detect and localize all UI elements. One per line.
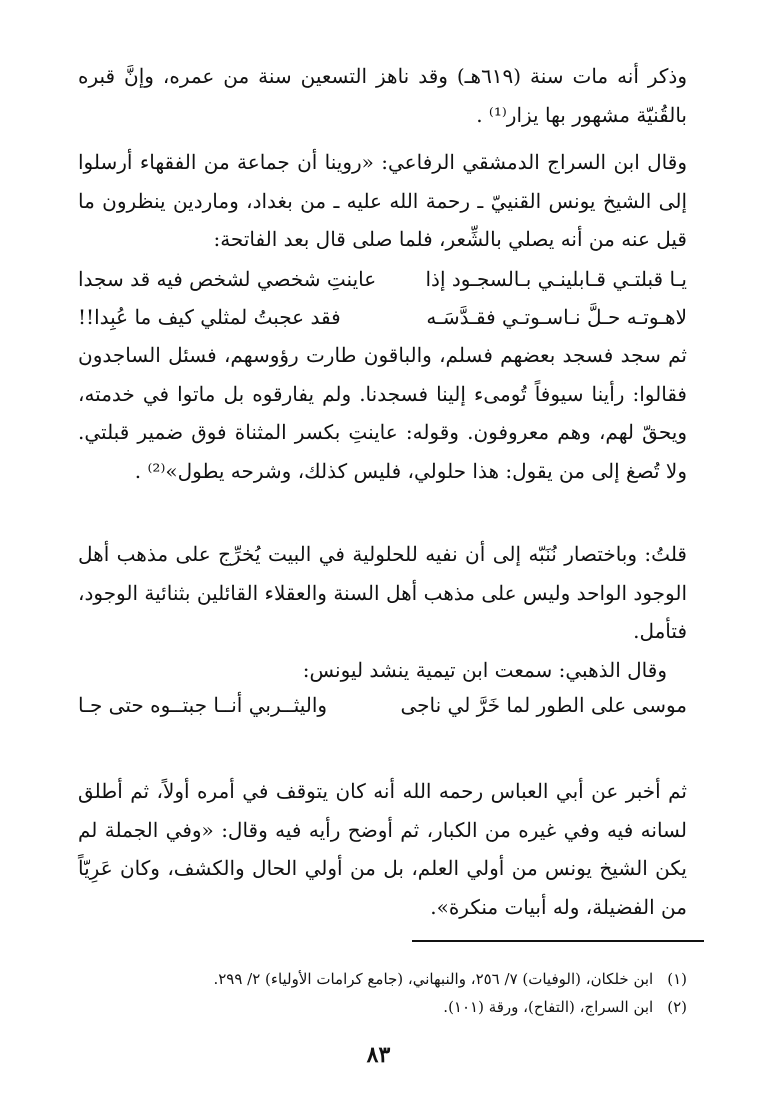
paragraph: ثم أخبر عن أبي العباس رحمه الله أنه كان يتوقف في أمره أولاً، ثم أطلق لسانه فيه وفي غيره من الكبار، ثم أوضح رأيه فيه وقال: «وفي الجملة لم يكن الشيخ يونس من أولي العلم، بل من أولي الحال والكشف، وكان عَرِيّاً من الفضيلة، وله أبيات منكرة». [78, 779, 687, 919]
footnote [120, 968, 687, 990]
verse-block [78, 260, 687, 336]
verse-line [78, 686, 687, 724]
footnote-number: (٢) [667, 998, 687, 1016]
paragraph: وقال الذهبي: سمعت ابن تيمية ينشد ليونس: [302, 657, 667, 682]
footnote-divider [412, 940, 704, 942]
verse-hemistich: يـا قبلتـي قـابلينـي بـالسجـود إذا [425, 267, 687, 291]
paragraph: ثم سجد فسجد بعضهم فسلم، والباقون طارت رؤوسهم، فسئل الساجدون فقالوا: رأينا سيوفاً تُومىء إلينا فسجدنا. ولم يفارقوه بل ماتوا في خدمته، ويحقّ لهم، وهم معروفون. وقوله: عاينتِ بكسر المثناة فوق ضمير قبلتي. ولا تُصغ إلى من يقول: هذا حلولي، فليس كذلك، وشرحه يطول»⁽²⁾ . [78, 343, 687, 483]
page-number: ٨٣ [366, 1042, 391, 1068]
verse-line [78, 298, 687, 336]
verse-hemistich: فقد عجبتُ لمثلي كيف ما عُبِدا!! [78, 305, 341, 329]
footnote [120, 996, 687, 1018]
verse-hemistich: موسى على الطور لما خَرَّ لي ناجى [400, 693, 687, 717]
footnote-text: ابن السراج، (التفاح)، ورقة (١٠١). [443, 998, 654, 1016]
verse-line [78, 260, 687, 298]
paragraph: وقال ابن السراج الدمشقي الرفاعي: «روينا أن جماعة من الفقهاء أرسلوا إلى الشيخ يونس القنييّ ـ رحمة الله عليه ـ من بغداد، وماردين ينظرون ما قيل عنه من أنه يصلي بالشِّعر، فلما صلى قال بعد الفاتحة: [78, 150, 687, 251]
verse-hemistich: عاينتِ شخصي لشخص فيه قد سجدا [78, 267, 377, 291]
footnote-text: ابن خلكان، (الوفيات) ٧/ ٢٥٦، والنبهاني، (جامع كرامات الأولياء) ٢/ ٢٩٩. [213, 970, 654, 988]
footnote-number: (١) [667, 970, 687, 988]
paragraph: وذكر أنه مات سنة (٦١٩هـ) وقد ناهز التسعين سنة من عمره، وإنَّ قبره بالقُنيّة مشهور بها يزار⁽¹⁾ . [78, 64, 687, 127]
paragraph: قلتُ: وباختصار نُنَبّه إلى أن نفيه للحلولية في البيت يُخرِّج على مذهب أهل الوجود الواحد وليس على مذهب أهل السنة والعقلاء القائلين بثنائية الوجود، فتأمل. [78, 542, 687, 643]
verse-hemistich: لاهـوتـه حـلَّ نـاسـوتـي فقـدَّسَـه [426, 305, 687, 329]
verse-block [78, 686, 687, 724]
verse-hemistich: واليثــربي أنــا جبتــوه حتى جـا [78, 693, 328, 717]
paragraph-group [78, 535, 687, 689]
